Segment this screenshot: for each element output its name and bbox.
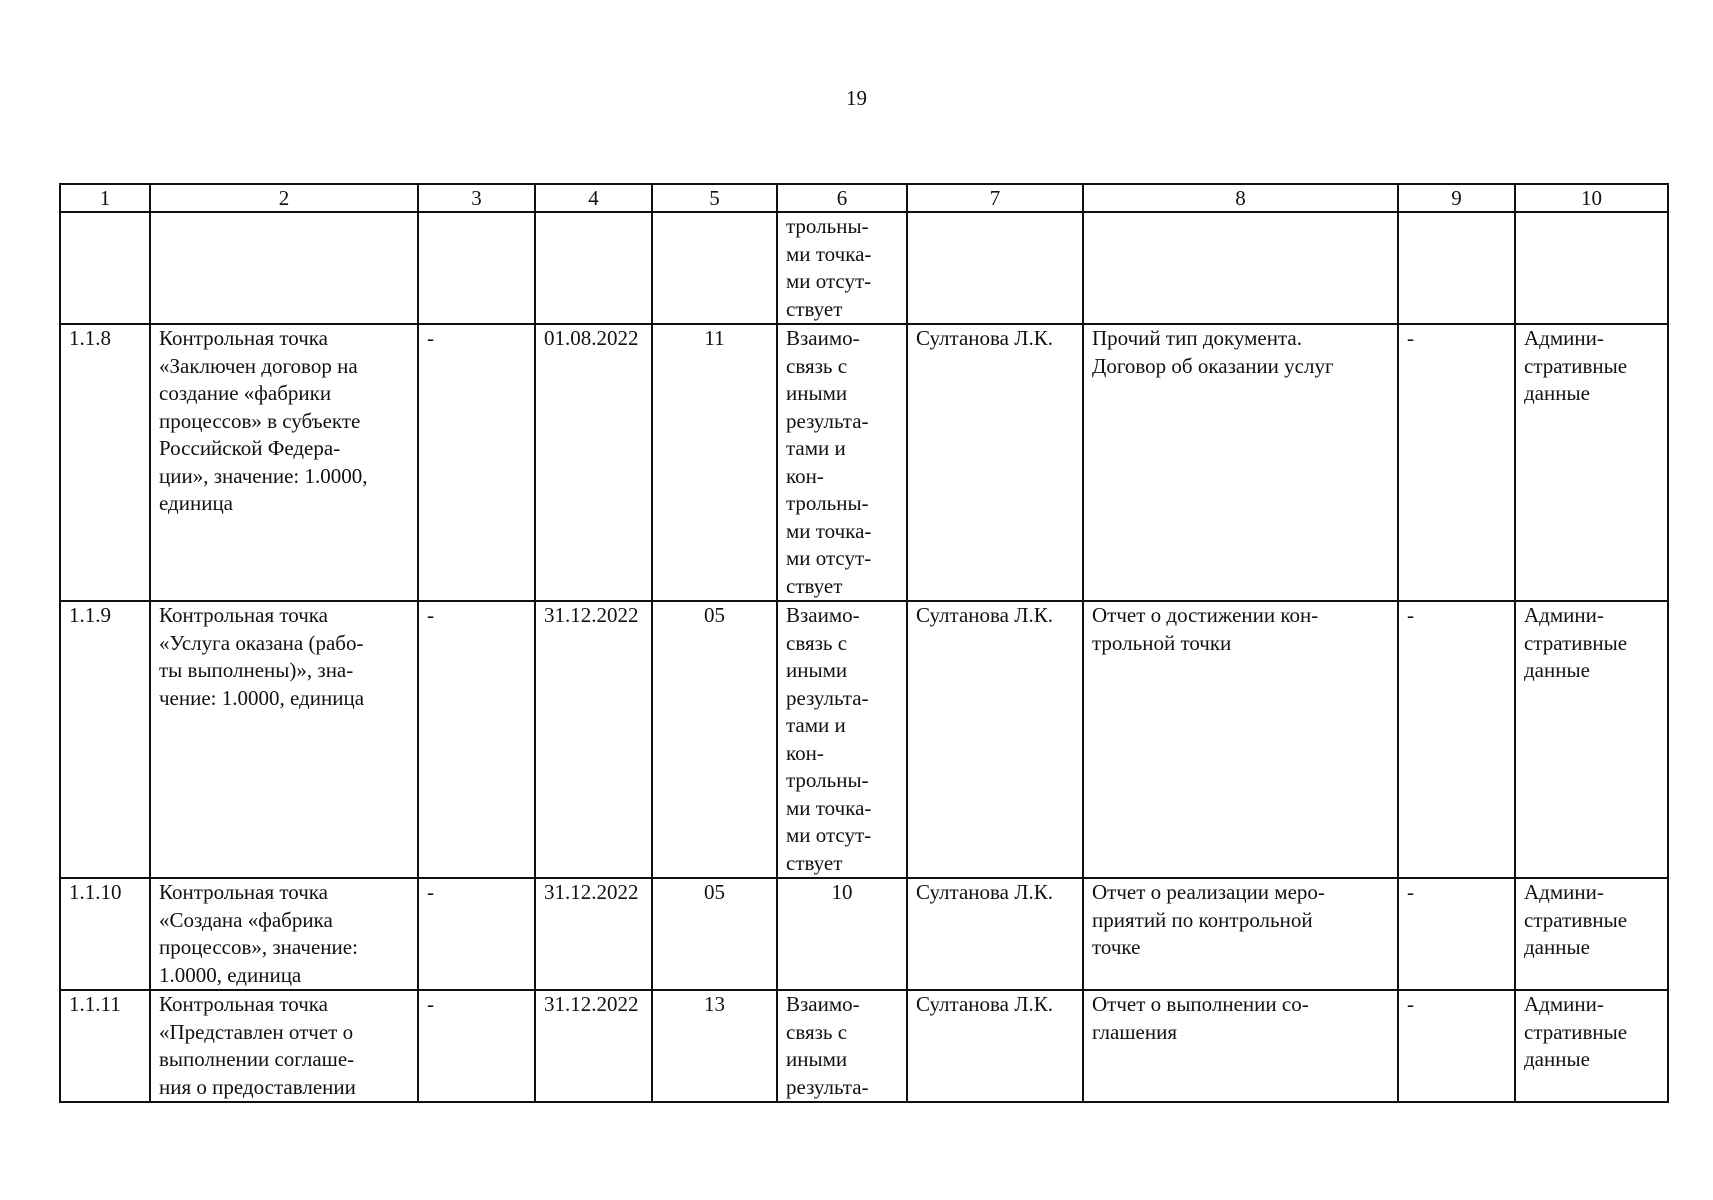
- cell-name: Контрольная точка «Создана «фабрика процессов», значение: 1.0000, единица: [150, 878, 418, 990]
- cell-col9: -: [1398, 601, 1515, 878]
- header-cell: 7: [907, 184, 1083, 212]
- cell-relationship: трольны- ми точка- ми отсут- ствует: [777, 212, 907, 324]
- cell-date: 31.12.2022: [535, 601, 652, 878]
- cell-relationship: 10: [777, 878, 907, 990]
- cell-document-type: [1083, 212, 1398, 324]
- header-cell: 1: [60, 184, 150, 212]
- cell-name: Контрольная точка «Представлен отчет о выполнении соглаше- ния о предоставлении: [150, 990, 418, 1102]
- page-number: 19: [846, 86, 867, 110]
- cell-col5: 05: [652, 878, 777, 990]
- table-row: [60, 878, 1668, 990]
- cell-data-source: Админи- стративные данные: [1515, 601, 1668, 878]
- header-cell: 10: [1515, 184, 1668, 212]
- header-cell: 3: [418, 184, 535, 212]
- cell-number: 1.1.10: [60, 878, 150, 990]
- cell-date: [535, 212, 652, 324]
- cell-document-type: Отчет о достижении кон- трольной точки: [1083, 601, 1398, 878]
- cell-col5: 11: [652, 324, 777, 601]
- cell-col9: -: [1398, 324, 1515, 601]
- cell-col9: -: [1398, 878, 1515, 990]
- cell-date: 31.12.2022: [535, 990, 652, 1102]
- cell-col5: 05: [652, 601, 777, 878]
- cell-col3: -: [418, 878, 535, 990]
- table-row: [60, 601, 1668, 878]
- cell-number: 1.1.9: [60, 601, 150, 878]
- control-points-table: [59, 183, 1669, 1103]
- cell-responsible: Султанова Л.К.: [907, 878, 1083, 990]
- cell-relationship: Взаимо- связь с иными результа- тами и кон- трольны- ми точка- ми отсут- ствует: [777, 324, 907, 601]
- cell-number: 1.1.8: [60, 324, 150, 601]
- header-cell: 6: [777, 184, 907, 212]
- cell-name: Контрольная точка «Заключен договор на создание «фабрики процессов» в субъекте Российской Федера- ции», значение: 1.0000, единица: [150, 324, 418, 601]
- cell-responsible: Султанова Л.К.: [907, 990, 1083, 1102]
- cell-col3: [418, 212, 535, 324]
- table-row: [60, 212, 1668, 324]
- cell-data-source: Админи- стративные данные: [1515, 878, 1668, 990]
- cell-col3: -: [418, 601, 535, 878]
- cell-col9: -: [1398, 990, 1515, 1102]
- cell-number: 1.1.11: [60, 990, 150, 1102]
- table-header-row: [60, 184, 1668, 212]
- cell-col9: [1398, 212, 1515, 324]
- cell-number: [60, 212, 150, 324]
- header-cell: 4: [535, 184, 652, 212]
- cell-data-source: Админи- стративные данные: [1515, 990, 1668, 1102]
- cell-responsible: [907, 212, 1083, 324]
- cell-document-type: Отчет о выполнении со- глашения: [1083, 990, 1398, 1102]
- cell-date: 31.12.2022: [535, 878, 652, 990]
- cell-responsible: Султанова Л.К.: [907, 324, 1083, 601]
- cell-document-type: Отчет о реализации меро- приятий по контрольной точке: [1083, 878, 1398, 990]
- header-cell: 5: [652, 184, 777, 212]
- cell-name: [150, 212, 418, 324]
- header-cell: 2: [150, 184, 418, 212]
- cell-document-type: Прочий тип документа. Договор об оказании услуг: [1083, 324, 1398, 601]
- cell-data-source: Админи- стративные данные: [1515, 324, 1668, 601]
- cell-date: 01.08.2022: [535, 324, 652, 601]
- cell-col5: 13: [652, 990, 777, 1102]
- cell-relationship: Взаимо- связь с иными результа-: [777, 990, 907, 1102]
- header-cell: 8: [1083, 184, 1398, 212]
- cell-col3: -: [418, 990, 535, 1102]
- cell-col3: -: [418, 324, 535, 601]
- cell-relationship: Взаимо- связь с иными результа- тами и кон- трольны- ми точка- ми отсут- ствует: [777, 601, 907, 878]
- cell-responsible: Султанова Л.К.: [907, 601, 1083, 878]
- cell-data-source: [1515, 212, 1668, 324]
- header-cell: 9: [1398, 184, 1515, 212]
- cell-col5: [652, 212, 777, 324]
- table-row: [60, 324, 1668, 601]
- cell-name: Контрольная точка «Услуга оказана (рабо- ты выполнены)», зна- чение: 1.0000, единица: [150, 601, 418, 878]
- table-row: [60, 990, 1668, 1102]
